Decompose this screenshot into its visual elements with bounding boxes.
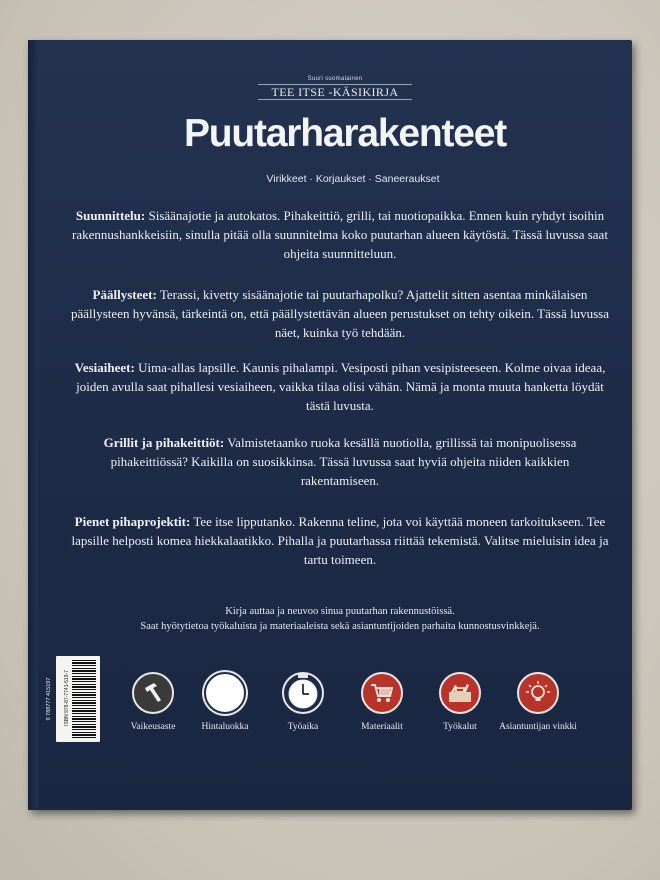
price-circle-icon (204, 672, 246, 714)
section-lead: Vesiaiheet: (74, 360, 135, 375)
book-title: Puutarharakenteet (183, 112, 507, 155)
section-text: Uima-allas lapsille. Kaunis pihalampi. Vesiposti pihan vesipisteeseen. Kolme oivaa ideaa, joiden avulla saat pihallesi vesiaiheen, vaikka tilaa olisi vähän. Nämä ja monta muuta hanketta löydät tästä luvusta. (76, 360, 606, 413)
section-lead: Pienet pihaprojektit: (74, 514, 191, 529)
intro-line: Kirja auttaa ja neuvoo sinua puutarhan rakennustöissä. (225, 606, 455, 617)
legend-tyoaika (263, 672, 343, 732)
legend-vaikeusaste (113, 672, 193, 732)
legend-materiaalit (342, 672, 422, 732)
lightbulb-icon (517, 672, 559, 714)
divider (258, 99, 412, 100)
icon-label: Vaikeusaste (130, 722, 176, 732)
icon-label: Materiaalit (361, 722, 403, 732)
isbn-barcode (56, 656, 100, 742)
section-pihaprojektit (70, 512, 610, 569)
isbn-number: 9 788777 415197 (46, 677, 52, 721)
icon-label: Työkalut (443, 722, 477, 732)
legend-hintaluokka (185, 672, 265, 732)
intro-line: Saat hyötytietoa työkaluista ja materiaaleista sekä asiantuntijoiden parhaita kunnostusvinkkejä. (140, 621, 540, 632)
icon-label: Asiantuntijan vinkki (499, 722, 577, 732)
isbn-number-wrap (44, 656, 56, 742)
section-lead: Päällysteet: (92, 287, 157, 302)
section-vesiaiheet (70, 358, 610, 415)
intro-text (90, 604, 590, 634)
book-subtitle: Virikkeet · Korjaukset · Saneeraukset (266, 173, 440, 185)
section-text: Valmistetaanko ruoka kesällä nuotiolla, grillissä tai monipuolisessa pihakeittiössä? Kaikilla on suosikkinsa. Tässä luvussa saat hyviä ohjeita niiden kaikkien rakentamiseen. (110, 435, 577, 488)
stopwatch-icon (282, 672, 324, 714)
section-paallysteet (70, 285, 610, 342)
toolbox-icon (439, 672, 481, 714)
icon-label: Hintaluokka (201, 722, 249, 732)
section-grillit (70, 433, 610, 490)
section-lead: Suunnittelu: (75, 208, 146, 223)
section-suunnittelu (70, 206, 610, 263)
isbn-text: ISBN 978-87-7741-519-7 (64, 670, 70, 726)
barcode-bars (72, 660, 96, 738)
series-title: TEE ITSE -KÄSIKIRJA (271, 85, 399, 99)
cover-edge (28, 40, 38, 810)
hammer-icon (132, 672, 174, 714)
series-caption: Suuri suomalainen (307, 76, 363, 82)
cart-icon (361, 672, 403, 714)
section-text: Terassi, kivetty sisäänajotie tai puutarhapolku? Ajattelit sitten asentaa minkälaisen päällysteen hyvänsä, tärkeintä on, että päällystettävän alueen perustukset on tehty oikein. Tässä luvussa näet, kuinka työ tehdään. (70, 287, 609, 340)
icon-label: Työaika (287, 722, 319, 732)
section-text: Tee itse lipputanko. Rakenna teline, jota voi käyttää moneen tarkoitukseen. Tee lapsille helposti komea hiekkalaatikko. Pihalla ja puutarhassa riittää tekemistä. Valitse mieluisin idea ja tartu toimeen. (71, 514, 609, 567)
legend-tyokalut (420, 672, 500, 732)
legend-asiantuntijan-vinkki (498, 672, 578, 732)
section-text: Sisäänajotie ja autokatos. Pihakeittiö, grilli, tai nuotiopaikka. Ennen kuin ryhdyt isoihin rakennushankkeisiin, sinulla pitää olla suunnitelma koko puutarhan alueen käytöstä. Tässä luvussa saat ohjeita suunnitteluun. (72, 208, 608, 261)
section-lead: Grillit ja pihakeittiöt: (103, 435, 225, 450)
